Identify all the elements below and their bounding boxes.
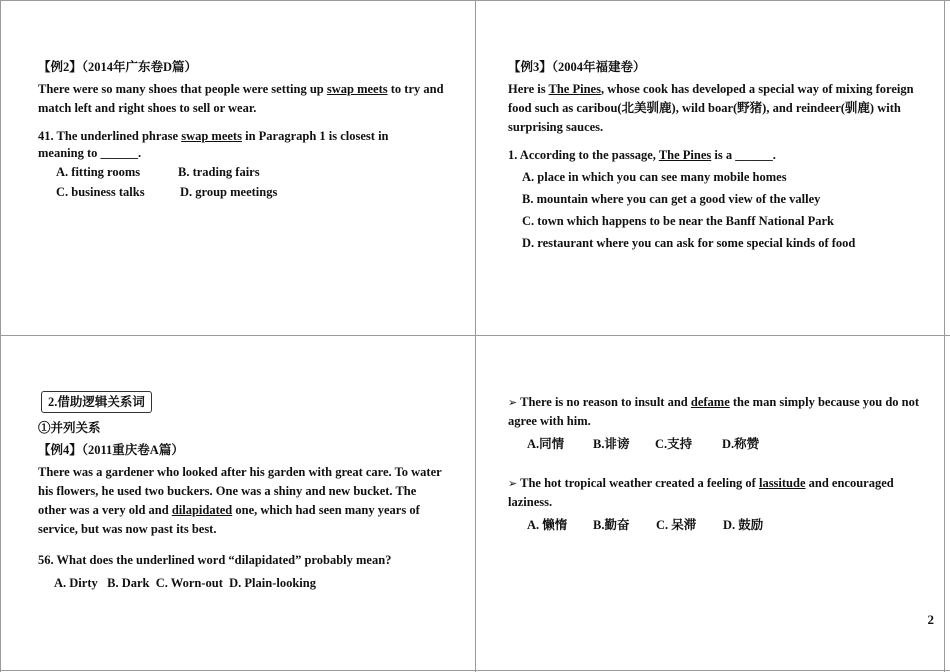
- option-c: C. 呆滞: [656, 518, 697, 532]
- item-text: and encouraged laziness.: [508, 476, 894, 509]
- underlined-word: lassitude: [758, 476, 806, 490]
- option-b: B. mountain where you can get a good view of the valley: [522, 192, 821, 206]
- example-tag: 【例2】（2014年广东卷D篇）: [38, 60, 198, 74]
- option-a: A. Dirty: [54, 576, 98, 590]
- passage-text: Here is: [508, 82, 549, 96]
- vocab-item-1-options: [527, 435, 907, 454]
- passage: [38, 80, 453, 118]
- option-b: B. Dark: [107, 576, 150, 590]
- options-row-2: [56, 183, 436, 202]
- center-divider: [475, 0, 476, 672]
- example-tag: 【例3】（2004年福建卷）: [508, 60, 646, 74]
- underlined-phrase: swap meets: [326, 82, 388, 96]
- vocab-item-1: [508, 393, 923, 431]
- question: 56. What does the underlined word “dilapidated” probably mean?: [38, 553, 392, 567]
- question: [508, 146, 918, 165]
- passage-text: There were so many shoes that people were setting up: [38, 82, 327, 96]
- item-text: The hot tropical weather created a feeling of: [520, 476, 759, 490]
- option-b: B.勤奋: [593, 518, 630, 532]
- option-c: C. town which happens to be near the Banff National Park: [522, 214, 834, 228]
- passage-text: There was a gardener who looked after his garden with great care. To water his flowers, he used two buckers. One was a shiny and new bucket. The other was a very old and: [38, 465, 442, 517]
- section-heading: 2.借助逻辑关系词: [41, 391, 152, 413]
- options-row: [54, 574, 454, 593]
- passage-text: , whose cook has developed a special way of mixing foreign food such as caribou(北美驯鹿), wild boar(野猪), and reindeer(驯鹿) with surprising sauces.: [508, 82, 914, 134]
- options-row-1: [56, 163, 436, 182]
- underlined-word: defame: [690, 395, 730, 409]
- underlined-word: dilapidated: [171, 503, 233, 517]
- sub-heading: ①并列关系: [38, 421, 101, 435]
- question-text: 41. The underlined phrase: [38, 129, 182, 143]
- option-b: B. trading fairs: [178, 165, 260, 179]
- bullet-arrow-icon: ➢: [508, 396, 518, 409]
- option-d: D. Plain-looking: [229, 576, 316, 590]
- right-border: [944, 0, 945, 672]
- option-a: A.同情: [527, 437, 565, 451]
- passage-text: to try and match left and right shoes to sell or wear.: [38, 82, 444, 115]
- question: [38, 128, 433, 162]
- vocab-item-2-options: [527, 516, 907, 535]
- option-a: A. place in which you can see many mobile homes: [522, 170, 787, 184]
- bullet-arrow-icon: ➢: [508, 477, 518, 490]
- passage-text: one, which had seen many years of service, but was now past its best.: [38, 503, 420, 536]
- passage: [508, 80, 920, 137]
- option-d: D. group meetings: [180, 185, 278, 199]
- question-text: 1. According to the passage,: [508, 148, 659, 162]
- passage: [38, 463, 443, 539]
- question-text: in Paragraph 1 is closest in meaning to ______.: [38, 129, 389, 160]
- left-border: [0, 0, 1, 672]
- option-d: D. 鼓励: [723, 518, 764, 532]
- option-c: C.支持: [655, 437, 693, 451]
- option-c: C. Worn-out: [155, 576, 223, 590]
- option-a: A. fitting rooms: [56, 165, 141, 179]
- option-a: A. 懒惰: [527, 518, 568, 532]
- item-text: the man simply because you do not agree with him.: [508, 395, 920, 428]
- item-text: There is no reason to insult and: [520, 395, 691, 409]
- example-tag: 【例4】（2011重庆卷A篇）: [38, 443, 184, 457]
- page-number: 2: [927, 612, 934, 627]
- vocab-item-2: [508, 474, 923, 512]
- option-c: C. business talks: [56, 185, 145, 199]
- option-d: D.称赞: [722, 437, 760, 451]
- question-text: is a ______.: [711, 148, 776, 162]
- underlined-phrase: The Pines: [548, 82, 601, 96]
- underlined-phrase: swap meets: [181, 129, 242, 143]
- option-b: B.诽谤: [593, 437, 630, 451]
- option-d: D. restaurant where you can ask for some special kinds of food: [522, 236, 856, 250]
- underlined-phrase: The Pines: [658, 148, 712, 162]
